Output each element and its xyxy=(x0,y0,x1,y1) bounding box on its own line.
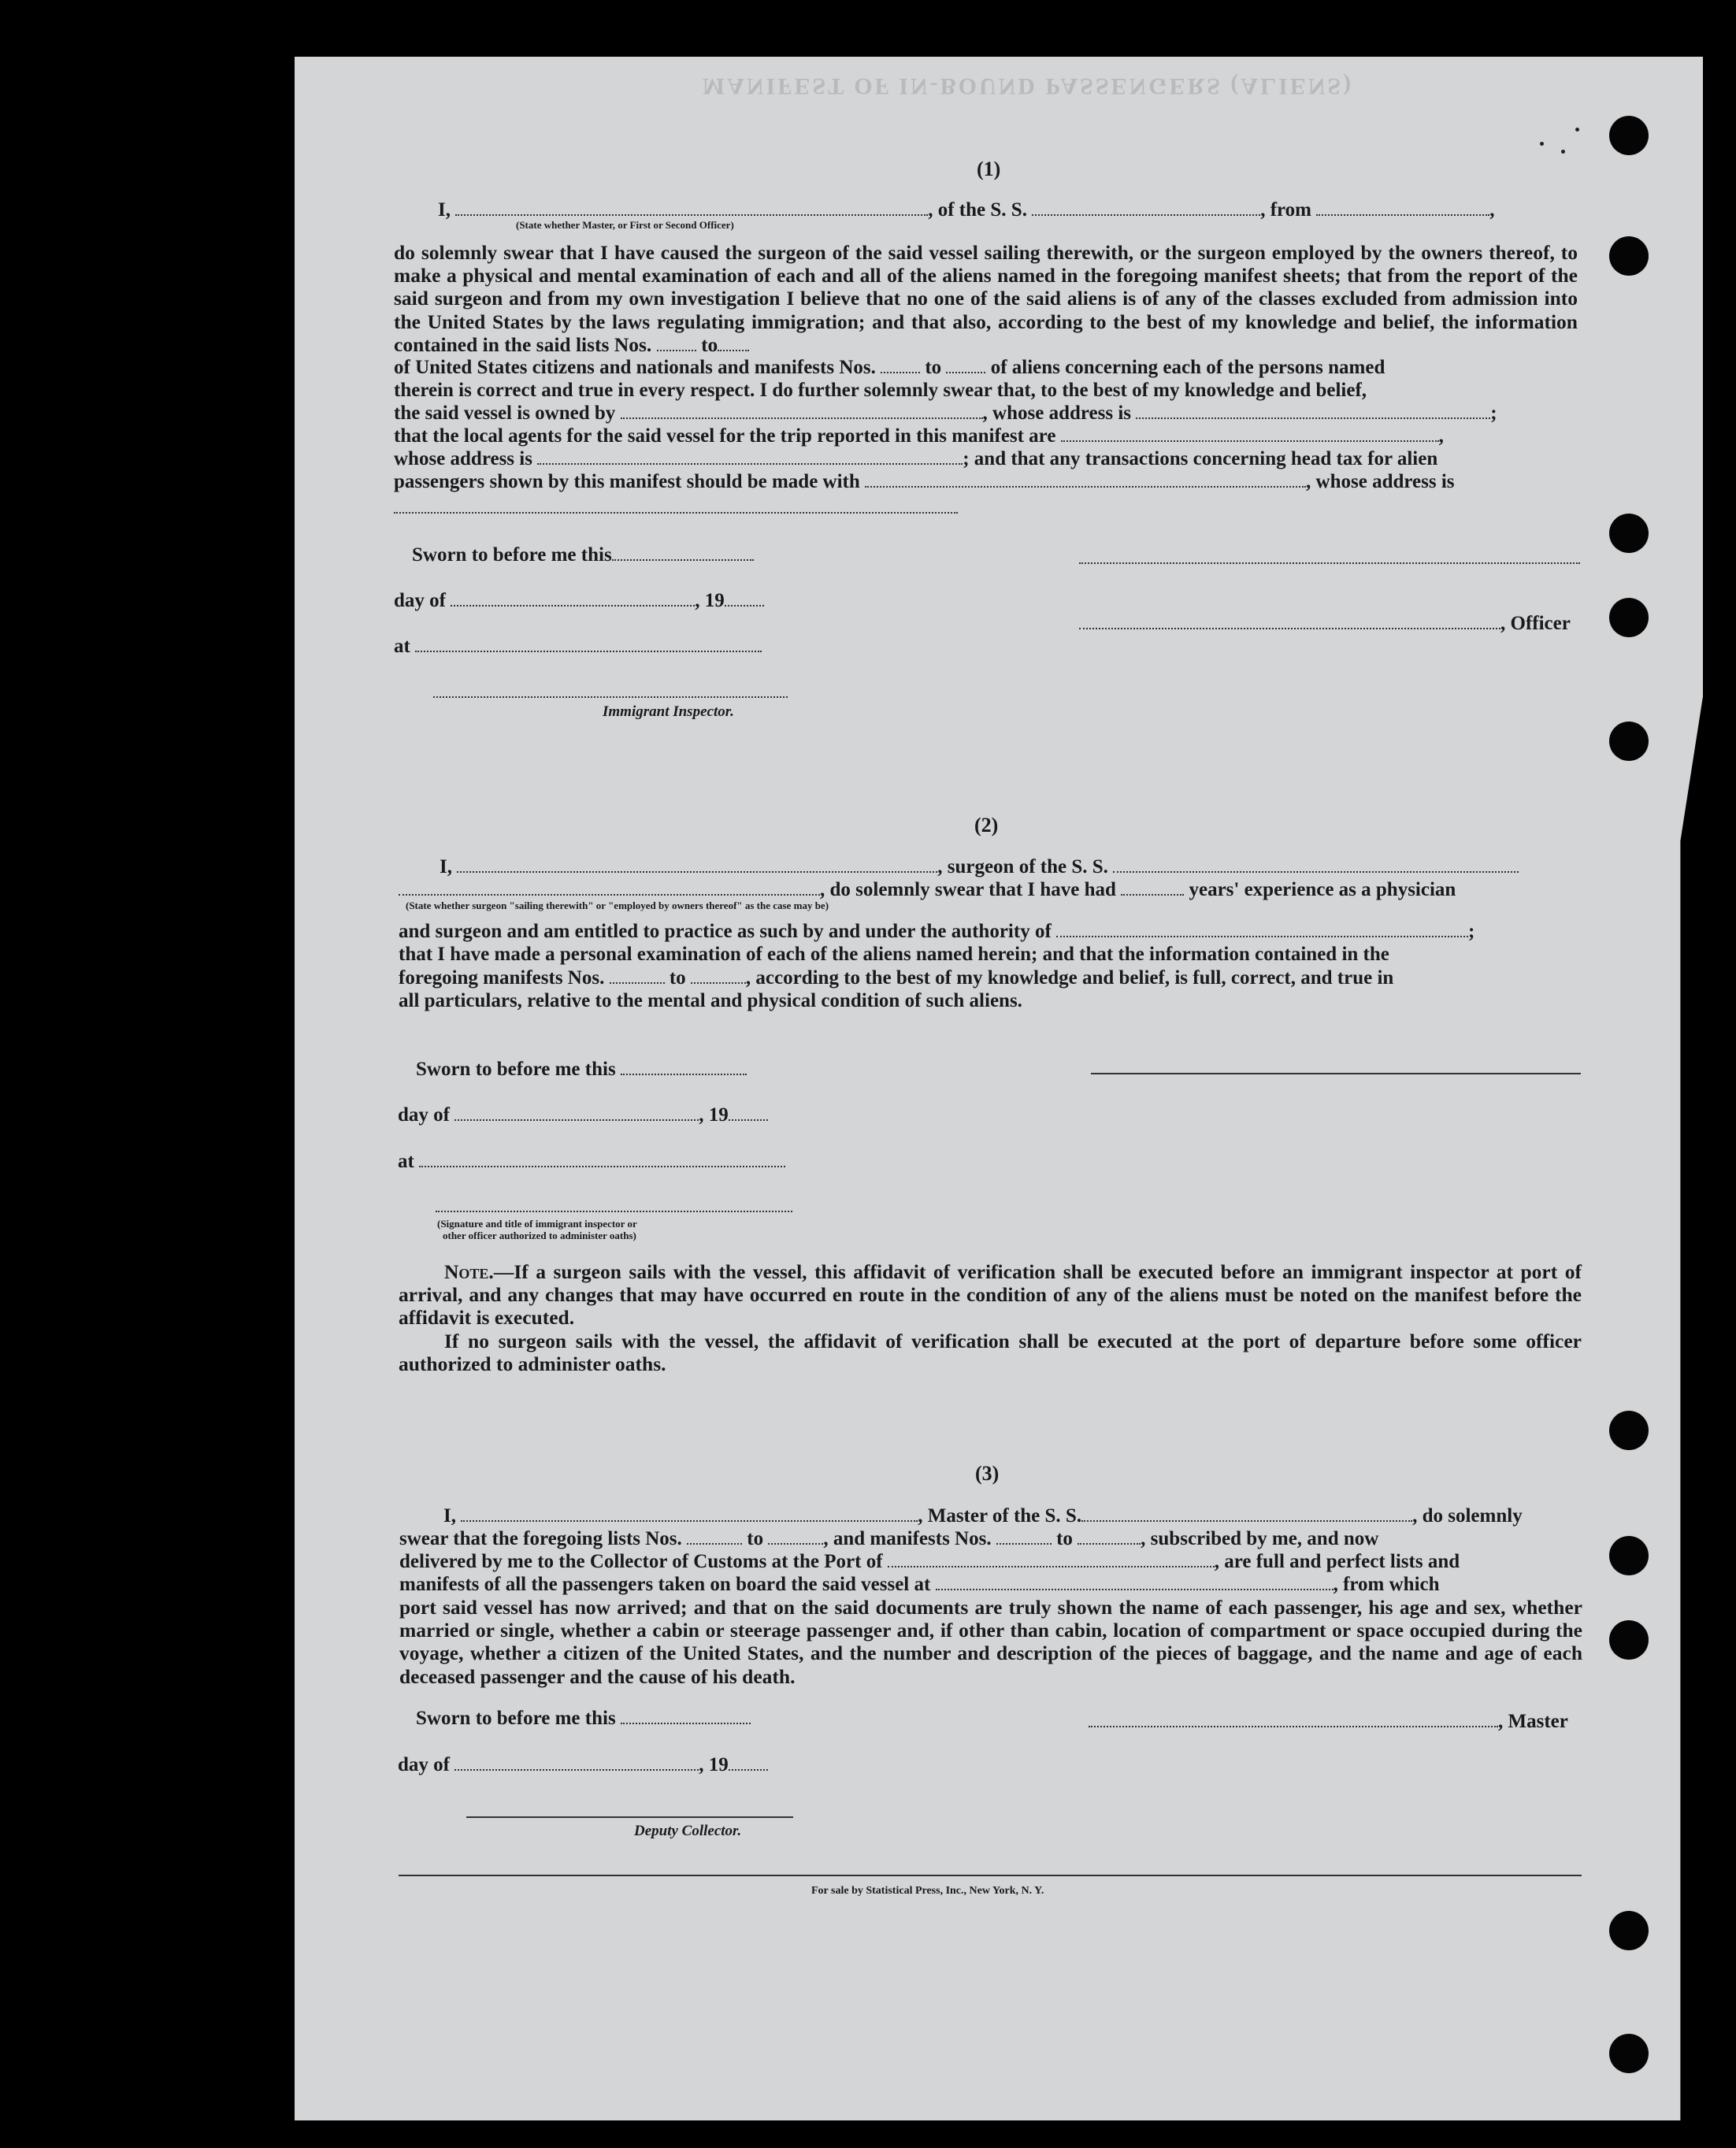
text: do solemnly swear that I have caused the surgeon of the said vessel sailing therewith, or the surgeon employed by the owners thereof, to make a physical and mental examination of each and all of the aliens named in the foregoing manifest sheets; that from the report of the said surgeon and from my own investigation I believe that no one of the said aliens is of any of the classes excluded from admission into the United States by the laws regulating immigration; and that also, according to the best of my knowledge and belief, the information contained in the said lists Nos. xyxy=(394,241,1578,356)
text: , according to the best of my knowledge and belief, is full, correct, and true in xyxy=(745,967,1394,989)
text: , surgeon of the S. S. xyxy=(937,856,1108,877)
s2-note xyxy=(399,1260,1582,1330)
text: I, xyxy=(443,1505,456,1527)
s2-at xyxy=(398,1150,785,1173)
text: , from xyxy=(1260,199,1311,221)
text: , 19 xyxy=(695,590,725,611)
deputy-caption: Deputy Collector. xyxy=(634,1823,742,1839)
blank-field[interactable] xyxy=(1081,1505,1412,1522)
blank-field[interactable] xyxy=(729,1104,768,1121)
punch-hole xyxy=(1609,1911,1649,1950)
text: , Officer xyxy=(1500,613,1571,634)
text: Sworn to before me this xyxy=(412,544,612,566)
s1-line-2 xyxy=(394,356,1385,379)
text: , do solemnly xyxy=(1412,1505,1523,1527)
speck xyxy=(1561,150,1565,154)
text: the said vessel is owned by xyxy=(394,403,616,424)
s2-sworn xyxy=(416,1058,747,1081)
blank-field[interactable] xyxy=(419,1151,785,1167)
s2-day-of xyxy=(398,1104,768,1126)
text: at xyxy=(398,1151,414,1172)
blank-field[interactable] xyxy=(1061,425,1439,442)
blank-field[interactable] xyxy=(865,471,1306,488)
text: passengers shown by this manifest should be made with xyxy=(394,471,860,492)
signature-line[interactable] xyxy=(1091,1073,1581,1074)
s1-line-5 xyxy=(394,425,1444,447)
s2-line-1 xyxy=(440,855,1519,878)
blank-field[interactable] xyxy=(455,199,928,216)
signature-line[interactable] xyxy=(466,1816,793,1818)
blank-field[interactable] xyxy=(621,403,983,419)
blank-field[interactable] xyxy=(1032,199,1260,216)
s2-line-4: that I have made a personal examination of each of the aliens named herein; and that the information contained in the xyxy=(399,944,1389,965)
blank-field[interactable] xyxy=(415,636,762,652)
text: of United States citizens and nationals and manifests Nos. xyxy=(394,357,876,378)
blank-field[interactable] xyxy=(454,1104,699,1121)
text: , xyxy=(1438,425,1444,447)
blank-field[interactable] xyxy=(946,357,985,373)
s1-oath-text xyxy=(394,241,1578,356)
blank-field[interactable] xyxy=(1078,1528,1141,1545)
text: day of xyxy=(394,590,446,611)
s1-sworn xyxy=(412,543,754,566)
blank-field[interactable] xyxy=(457,856,937,873)
section-number: (1) xyxy=(977,158,1001,180)
blank-field[interactable] xyxy=(768,1528,823,1545)
text: day of xyxy=(398,1104,450,1126)
text: , Master of the S. S. xyxy=(918,1505,1082,1527)
signature-caption-2: other officer authorized to administer oaths) xyxy=(443,1230,636,1241)
signature-caption-1: (Signature and title of immigrant inspector or xyxy=(437,1218,637,1230)
text: ; xyxy=(1468,921,1475,942)
punch-hole xyxy=(1609,1620,1649,1660)
blank-field[interactable] xyxy=(687,1528,742,1545)
text: day of xyxy=(398,1754,450,1775)
blank-field[interactable] xyxy=(454,1754,699,1771)
blank-field[interactable] xyxy=(1136,403,1490,419)
s2-line-2 xyxy=(399,878,1456,901)
s1-line-6 xyxy=(394,447,1437,470)
punch-hole xyxy=(1609,514,1649,553)
text: and surgeon and am entitled to practice as such by and under the authority of xyxy=(399,921,1052,942)
punch-hole xyxy=(1609,2034,1649,2073)
s3-line-4 xyxy=(399,1573,1440,1596)
punch-hole xyxy=(1609,116,1649,155)
text: years' experience as a physician xyxy=(1189,879,1456,900)
s1-at xyxy=(394,635,762,658)
text: to xyxy=(925,357,942,378)
blank-field[interactable] xyxy=(725,590,764,607)
blank-field[interactable] xyxy=(451,590,695,607)
field-caption: (State whether surgeon "sailing therewith" or "employed by owners thereof" as the case may be) xyxy=(406,900,829,911)
blank-field[interactable] xyxy=(881,357,920,373)
bleed-through-header: MANIFEST OF IN-BOUND PASSENGERS (ALIENS) xyxy=(702,73,1354,99)
text: whose address is xyxy=(394,448,532,469)
text: , from which xyxy=(1333,1574,1440,1595)
text: , are full and perfect lists and xyxy=(1214,1551,1460,1572)
s1-line-1 xyxy=(438,198,1495,221)
punch-hole xyxy=(1609,598,1649,637)
blank-field[interactable] xyxy=(537,448,963,465)
text: I, xyxy=(440,856,452,877)
s1-line-7 xyxy=(394,470,1455,493)
blank-field[interactable] xyxy=(657,335,696,351)
text: , 19 xyxy=(699,1104,729,1126)
blank-field[interactable] xyxy=(1079,613,1500,629)
speck xyxy=(1575,128,1579,132)
note-label: Note. xyxy=(444,1260,494,1283)
blank-field[interactable] xyxy=(888,1551,1215,1567)
blank-field[interactable] xyxy=(399,879,820,896)
s3-body: port said vessel has now arrived; and that on the said documents are truly shown the name of each passenger, his age and sex, whether married or single, whether a cabin or steerage passenger and, if other than cabin, location of compartment or space occupied during the voyage, whether a citizen of the United States, and the number and description of the pieces of baggage, and the name and age of each deceased passenger and the cause of his death. xyxy=(399,1596,1582,1688)
blank-field[interactable] xyxy=(610,967,665,984)
signature-line[interactable] xyxy=(433,696,788,698)
s1-line-4 xyxy=(394,402,1497,425)
text: that the local agents for the said vessel for the trip reported in this manifest are xyxy=(394,425,1056,447)
text: , Master xyxy=(1498,1711,1568,1732)
speck xyxy=(1540,142,1544,146)
s3-master xyxy=(1089,1710,1568,1733)
inspector-caption: Immigrant Inspector. xyxy=(603,703,734,720)
text: to xyxy=(1056,1528,1073,1549)
blank-field[interactable] xyxy=(1113,856,1519,873)
blank-field[interactable] xyxy=(621,1708,751,1724)
text: , whose address is xyxy=(982,403,1132,424)
s2-line-6: all particulars, relative to the mental and physical condition of such aliens. xyxy=(399,990,1022,1011)
punch-hole xyxy=(1609,722,1649,761)
s2-note-2: If no surgeon sails with the vessel, the affidavit of verification shall be executed at the port of departure before some officer authorized to administer oaths. xyxy=(399,1330,1582,1376)
punch-hole xyxy=(1609,1411,1649,1450)
blank-field[interactable] xyxy=(612,544,754,561)
s3-line-1 xyxy=(443,1504,1523,1527)
blank-field[interactable] xyxy=(996,1528,1052,1545)
text: , subscribed by me, and now xyxy=(1141,1528,1379,1549)
blank-field[interactable] xyxy=(729,1754,768,1771)
text: to xyxy=(669,967,686,989)
text: , and manifests Nos. xyxy=(823,1528,992,1549)
punch-hole xyxy=(1609,236,1649,276)
signature-line[interactable] xyxy=(1079,562,1580,564)
text: I, xyxy=(438,199,451,221)
footer-rule xyxy=(399,1875,1582,1876)
s1-day-of xyxy=(394,589,764,612)
signature-line[interactable] xyxy=(436,1211,792,1212)
s3-line-3 xyxy=(399,1550,1460,1573)
s1-officer xyxy=(1079,612,1571,635)
s2-line-3 xyxy=(399,920,1474,943)
text: , xyxy=(1489,199,1495,221)
blank-field[interactable] xyxy=(691,967,746,984)
text: foregoing manifests Nos. xyxy=(399,967,605,989)
text: ; and that any transactions concerning head tax for alien xyxy=(963,448,1438,469)
text: , 19 xyxy=(699,1754,729,1775)
blank-field[interactable] xyxy=(936,1574,1334,1590)
blank-field[interactable] xyxy=(1316,199,1489,216)
text: manifests of all the passengers taken on board the said vessel at xyxy=(399,1574,931,1595)
text: , whose address is xyxy=(1306,471,1455,492)
s3-day-of xyxy=(398,1753,768,1776)
field-caption: (State whether Master, or First or Second Officer) xyxy=(516,219,734,231)
text: to xyxy=(747,1528,764,1549)
s2-line-5 xyxy=(399,966,1393,989)
blank-field[interactable] xyxy=(718,335,749,351)
blank-field[interactable] xyxy=(1089,1711,1498,1727)
printer-credit: For sale by Statistical Press, Inc., New York, N. Y. xyxy=(811,1885,1044,1897)
blank-field[interactable] xyxy=(1056,921,1468,937)
text: Sworn to before me this xyxy=(416,1059,616,1080)
blank-field[interactable] xyxy=(621,1059,747,1075)
text: Sworn to before me this xyxy=(416,1708,616,1729)
text: —If a surgeon sails with the vessel, this affidavit of verification shall be executed before an immigrant inspector at port of arrival, and any changes that may have occurred en route in the condition of any of the aliens must be noted on the manifest before the affidavit is executed. xyxy=(399,1260,1582,1330)
blank-field[interactable] xyxy=(1121,879,1184,896)
text: , do solemnly swear that I have had xyxy=(820,879,1116,900)
s3-sworn xyxy=(416,1707,751,1730)
blank-field[interactable] xyxy=(461,1505,918,1522)
punch-hole xyxy=(1609,1536,1649,1575)
s1-line-3: therein is correct and true in every respect. I do further solemnly swear that, to the best of my knowledge and belief, xyxy=(394,380,1367,401)
text: , of the S. S. xyxy=(928,199,1027,221)
s3-line-2 xyxy=(399,1527,1378,1550)
text: of aliens concerning each of the persons named xyxy=(990,357,1385,378)
text: ; xyxy=(1490,403,1497,424)
section-number: (3) xyxy=(975,1462,1000,1485)
blank-field[interactable] xyxy=(394,512,958,514)
text: at xyxy=(394,636,410,657)
text: swear that the foregoing lists Nos. xyxy=(399,1528,682,1549)
section-number: (2) xyxy=(974,814,999,837)
text: to xyxy=(701,332,718,356)
text: delivered by me to the Collector of Customs at the Port of xyxy=(399,1551,883,1572)
